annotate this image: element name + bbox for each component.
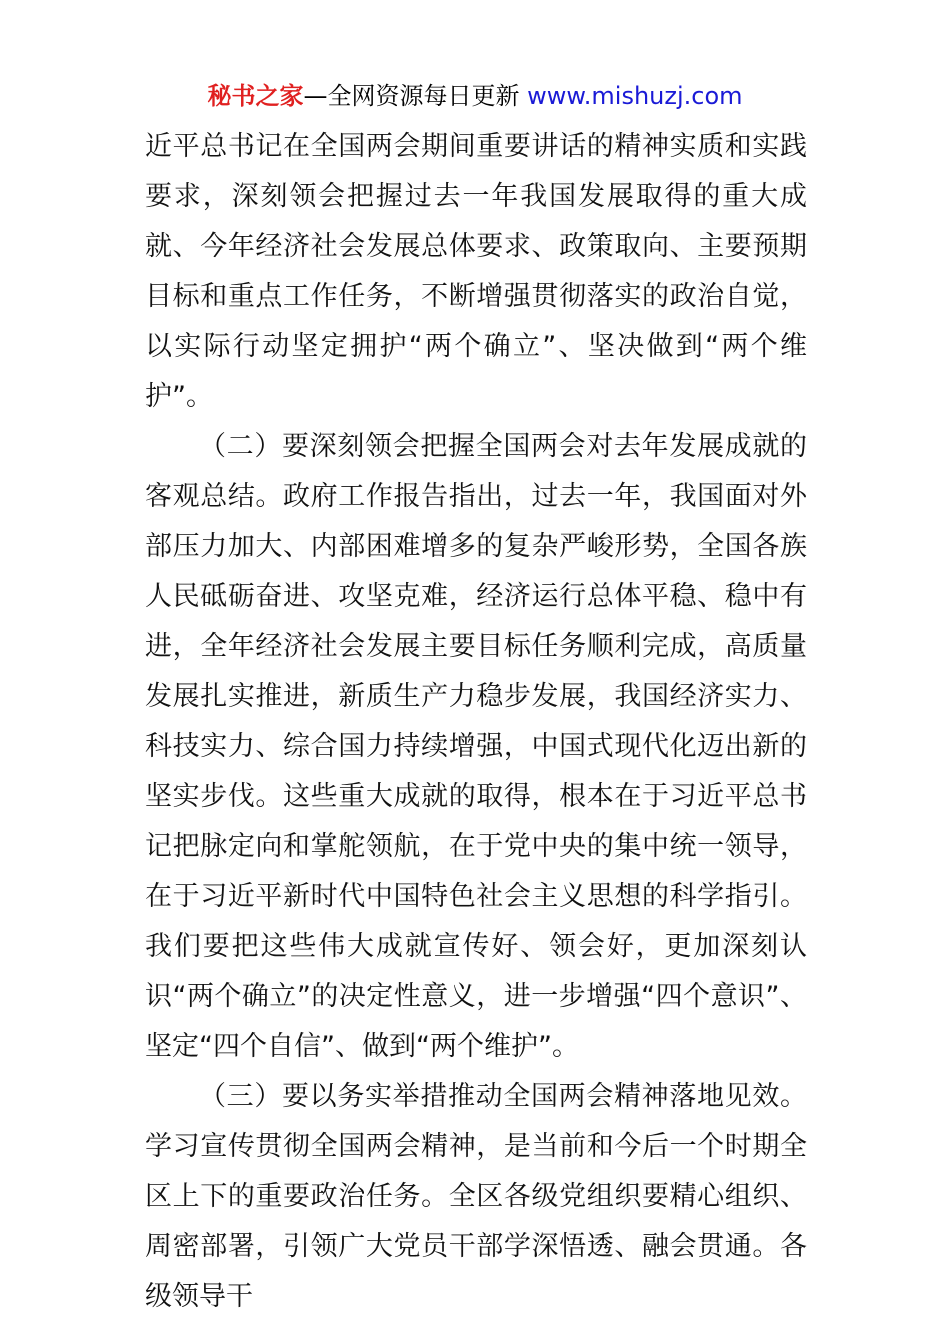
paragraph-section-two: （二）要深刻领会把握全国两会对去年发展成就的客观总结。政府工作报告指出，过去一年，我国面对外部压力加大、内部困难增多的复杂严峻形势，全国各族人民砥砺奋进、攻坚克难，经济运行总体平稳、稳中有进，全年经济社会发展主要目标任务顺利完成，高质量发展扎实推进，新质生产力稳步发展，我国经济实力、科技实力、综合国力持续增强，中国式现代化迈出新的坚实步伐。这些重大成就的取得，根本在于习近平总书记把脉定向和掌舵领航，在于党中央的集中统一领导，在于习近平新时代中国特色社会主义思想的科学指引。我们要把这些伟大成就宣传好、领会好，更加深刻认识“两个确立”的决定性意义，进一步增强“四个意识”、坚定“四个自信”、做到“两个维护”。 xyxy=(145,431,807,1062)
paragraph-continuation: 近平总书记在全国两会期间重要讲话的精神实质和实践要求，深刻领会把握过去一年我国发展取得的重大成就、今年经济社会发展总体要求、政策取向、主要预期目标和重点工作任务，不断增强贯彻落实的政治自觉，以实际行动坚定拥护“两个确立”、坚决做到“两个维护”。 xyxy=(145,131,807,412)
paragraph-section-three: （三）要以务实举措推动全国两会精神落地见效。学习宣传贯彻全国两会精神，是当前和今后一个时期全区上下的重要政治任务。全区各级党组织要精心组织、周密部署，引领广大党员干部学深悟透、融会贯通。各级领导干 xyxy=(145,1081,807,1312)
document-body xyxy=(145,122,807,1322)
header-tagline: —全网资源每日更新 xyxy=(303,82,528,110)
site-url-link[interactable]: www.mishuzj.com xyxy=(527,82,743,110)
page-header xyxy=(0,80,950,112)
brand-name: 秘书之家 xyxy=(207,82,304,110)
